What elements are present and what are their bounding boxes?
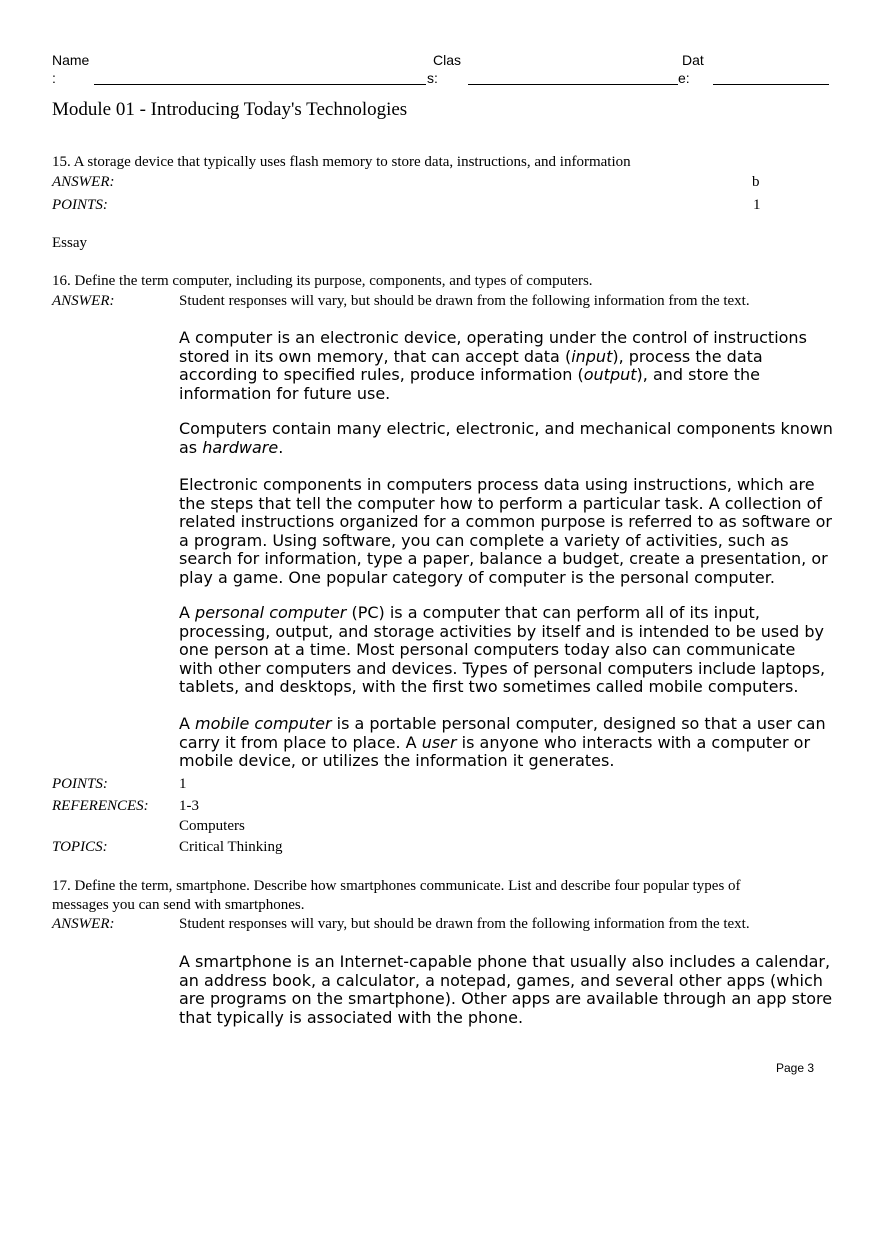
q16-answer-paragraph-5: A mobile computer is a portable personal computer, designed so that a user can carry it from place to place. A user is anyone who interacts with a computer or mobile device, or utilizes the information it generates.	[179, 714, 826, 770]
q17-answer-label: ANSWER:	[52, 916, 115, 932]
q17-answer-paragraph-1: A smartphone is an Internet-capable phone that usually also includes a calendar, an address book, a calculator, a notepad, games, and several other apps (which are programs on the smartphone). Other apps are available through an app store that typically is associated with the phone.	[179, 952, 833, 1027]
q16-answer-paragraph-2: Computers contain many electric, electronic, and mechanical components known as hardware.	[179, 419, 833, 457]
class-suffix: s:	[427, 70, 438, 86]
question-17-text-line-2: messages you can send with smartphones.	[52, 897, 305, 913]
name-label: Name	[52, 52, 90, 68]
q15-points-label: POINTS:	[52, 197, 108, 213]
q15-answer-label: ANSWER:	[52, 174, 115, 190]
date-suffix: e:	[678, 70, 690, 86]
page-number: Page 3	[776, 1061, 815, 1075]
class-label: Clas	[433, 52, 462, 68]
q16-answer-paragraph-4: A personal computer (PC) is a computer that can perform all of its input, processing, output, and storage activities by itself and is intended to be used by one person at a time. Most personal computers today also can communicate with other computers and devices. Types of personal computers include laptops, tablets, and desktops, with the first two sometimes called mobile computers.	[179, 603, 826, 696]
q15-answer-value: b	[752, 174, 760, 190]
name-colon: :	[52, 70, 56, 86]
date-field-line	[713, 84, 829, 85]
q16-answer-intro: Student responses will vary, but should be drawn from the following information from the text.	[179, 293, 750, 309]
q16-answer-label: ANSWER:	[52, 293, 115, 309]
date-label: Dat	[682, 52, 704, 68]
name-field-line	[94, 84, 426, 85]
section-heading: Essay	[52, 235, 87, 251]
q15-points-value: 1	[753, 197, 761, 213]
q16-answer-paragraph-3: Electronic components in computers process data using instructions, which are the steps that tell the computer how to perform a particular task. A collection of related instructions organized for a common purpose is referred to as software or a program. Using software, you can complete a variety of activities, such as search for information, type a paper, balance a budget, create a presentation, or play a game. One popular category of computer is the personal computer.	[179, 475, 832, 587]
q16-answer-paragraph-1: A computer is an electronic device, operating under the control of instructions stored in its own memory, that can accept data (input), process the data according to specified rules, produce information (output), and store the information for future use.	[179, 328, 807, 403]
q16-topics-value: Critical Thinking	[179, 839, 283, 855]
question-17-text-line-1: 17. Define the term, smartphone. Describe how smartphones communicate. List and describe four popular types of	[52, 878, 741, 894]
q16-references-value-2: Computers	[179, 818, 245, 834]
q16-points-value: 1	[179, 776, 187, 792]
q17-answer-intro: Student responses will vary, but should be drawn from the following information from the text.	[179, 916, 750, 932]
q16-topics-label: TOPICS:	[52, 839, 108, 855]
module-title: Module 01 - Introducing Today's Technologies	[52, 99, 408, 120]
q16-references-label: REFERENCES:	[52, 798, 149, 814]
class-field-line	[468, 84, 678, 85]
q16-points-label: POINTS:	[52, 776, 108, 792]
q16-references-value: 1-3	[179, 798, 199, 814]
question-15-text: 15. A storage device that typically uses flash memory to store data, instructions, and information	[52, 154, 631, 170]
question-16-text: 16. Define the term computer, including its purpose, components, and types of computers.	[52, 273, 593, 289]
